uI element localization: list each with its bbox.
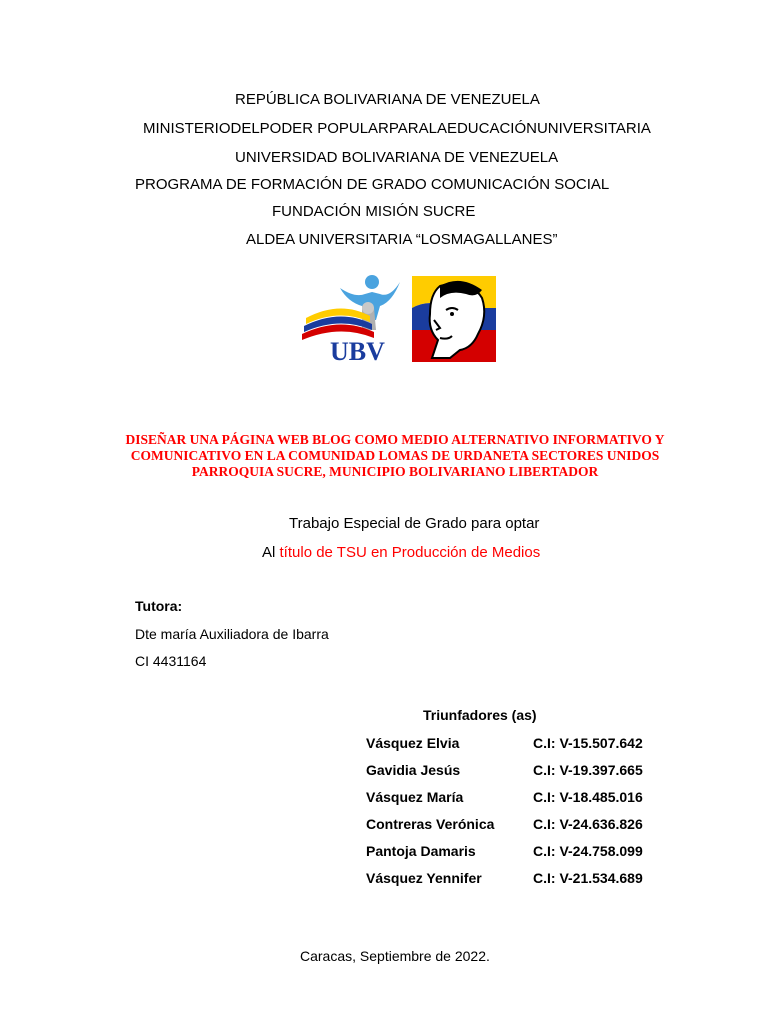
ubv-text: UBV <box>330 337 385 366</box>
header-line-fundacion: FUNDACIÓN MISIÓN SUCRE <box>272 203 476 220</box>
subtitle-prefix: Al <box>262 544 276 561</box>
header-line-programa: PROGRAMA DE FORMACIÓN DE GRADO COMUNICACIÓN SOCIAL <box>135 176 610 193</box>
author-name: Vásquez María <box>366 789 464 805</box>
tutor-label: Tutora: <box>135 598 183 614</box>
authors-heading: Triunfadores (as) <box>423 707 537 723</box>
author-ci: C.I: V-15.507.642 <box>533 735 643 751</box>
author-name: Vásquez Elvia <box>366 735 460 751</box>
subtitle-line-1: Trabajo Especial de Grado para optar <box>289 515 540 532</box>
bolivar-portrait-logo-icon <box>412 276 496 362</box>
subtitle-degree: título de TSU en Producción de Medios <box>279 544 541 561</box>
author-name: Vásquez Yennifer <box>366 870 482 886</box>
author-ci: C.I: V-18.485.016 <box>533 789 643 805</box>
author-name: Contreras Verónica <box>366 816 495 832</box>
header-line-republica: REPÚBLICA BOLIVARIANA DE VENEZUELA <box>235 91 540 108</box>
thesis-title <box>100 432 690 480</box>
ubv-logo-icon <box>300 268 500 368</box>
subtitle-line-2 <box>262 544 540 562</box>
author-name: Gavidia Jesús <box>366 762 461 778</box>
place-date: Caracas, Septiembre de 2022. <box>300 948 490 964</box>
author-ci: C.I: V-21.534.689 <box>533 870 643 886</box>
thesis-title-line-1: DISEÑAR UNA PÁGINA WEB BLOG COMO MEDIO ALTERNATIVO INFORMATIVO Y <box>125 432 665 447</box>
thesis-title-line-2: COMUNICATIVO EN LA COMUNIDAD LOMAS DE URDANETA SECTORES UNIDOS <box>130 448 660 463</box>
author-ci: C.I: V-24.636.826 <box>533 816 643 832</box>
tutor-ci: CI 4431164 <box>135 653 207 669</box>
header-line-ministerio: MINISTERIODELPODER POPULARPARALAEDUCACIÓNUNIVERSITARIA <box>143 120 651 137</box>
tutor-name: Dte maría Auxiliadora de Ibarra <box>135 626 329 642</box>
author-name: Pantoja Damaris <box>366 843 476 859</box>
header-line-aldea: ALDEA UNIVERSITARIA “LOSMAGALLANES” <box>246 231 558 248</box>
author-ci: C.I: V-19.397.665 <box>533 762 643 778</box>
logos-group <box>300 268 500 368</box>
author-ci: C.I: V-24.758.099 <box>533 843 643 859</box>
header-line-universidad: UNIVERSIDAD BOLIVARIANA DE VENEZUELA <box>235 149 559 166</box>
thesis-title-line-3: PARROQUIA SUCRE, MUNICIPIO BOLIVARIANO LIBERTADOR <box>191 464 599 479</box>
